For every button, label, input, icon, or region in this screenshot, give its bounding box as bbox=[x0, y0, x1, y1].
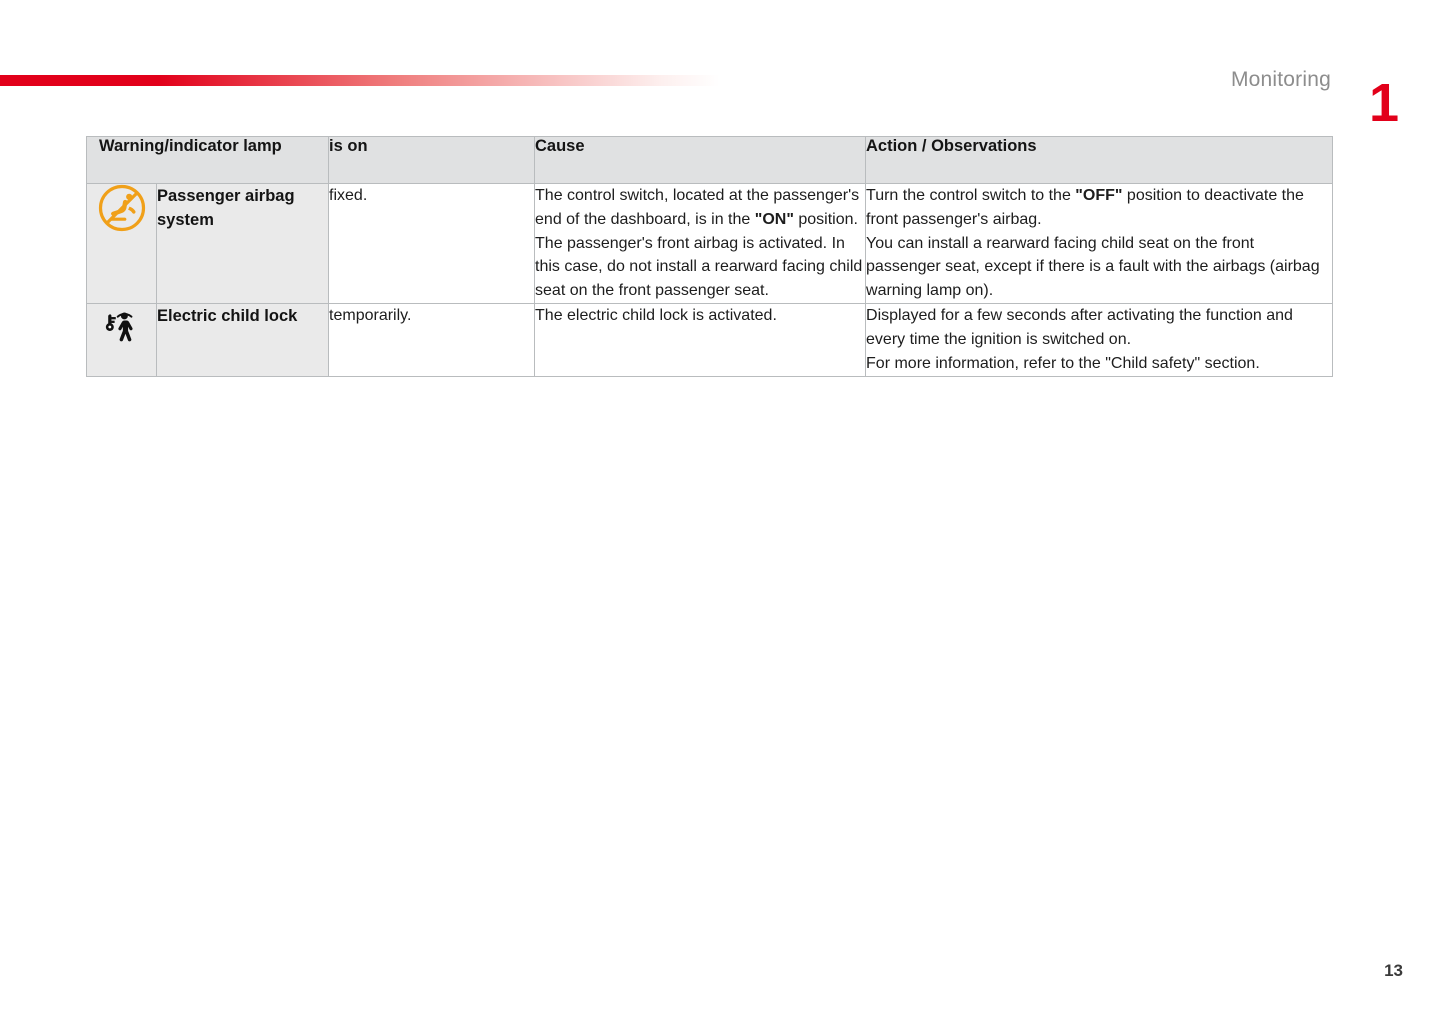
lamp-name: Electric child lock bbox=[157, 304, 329, 376]
chapter-number: 1 bbox=[1369, 73, 1400, 133]
electric-child-lock-icon bbox=[98, 304, 146, 352]
table-row bbox=[87, 304, 1333, 376]
warning-lamp-table-wrapper bbox=[86, 136, 1332, 377]
column-header-lamp: Warning/indicator lamp bbox=[87, 137, 329, 184]
header-accent-rule bbox=[0, 75, 720, 86]
chapter-tab bbox=[1369, 73, 1403, 140]
page-title: Monitoring bbox=[1230, 68, 1331, 91]
column-header-cause: Cause bbox=[535, 137, 866, 184]
lamp-name: Passenger airbag system bbox=[157, 184, 329, 304]
passenger-airbag-deactivated-icon bbox=[98, 184, 146, 232]
lamp-action: Displayed for a few seconds after activating the function and every time the ignition is switched on. For more information, refer to the "Child safety" section. bbox=[866, 304, 1333, 376]
warning-lamp-table bbox=[86, 136, 1333, 377]
table-header-row bbox=[87, 137, 1333, 184]
lamp-cause: The control switch, located at the passenger's end of the dashboard, is in the "ON" position. The passenger's front airbag is activated. In this case, do not install a rearward facing child seat on the front passenger seat. bbox=[535, 184, 866, 304]
lamp-icon-cell bbox=[87, 184, 157, 304]
lamp-cause: The electric child lock is activated. bbox=[535, 304, 866, 376]
column-header-action: Action / Observations bbox=[866, 137, 1333, 184]
lamp-is-on: fixed. bbox=[329, 184, 535, 304]
column-header-is-on: is on bbox=[329, 137, 535, 184]
lamp-action: Turn the control switch to the "OFF" position to deactivate the front passenger's airbag. You can install a rearward facing child seat on the front passenger seat, except if there is a fault with the airbags (airbag warning lamp on). bbox=[866, 184, 1333, 304]
table-row bbox=[87, 184, 1333, 304]
lamp-icon-cell bbox=[87, 304, 157, 376]
page-number: 13 bbox=[1384, 961, 1403, 980]
lamp-is-on: temporarily. bbox=[329, 304, 535, 376]
